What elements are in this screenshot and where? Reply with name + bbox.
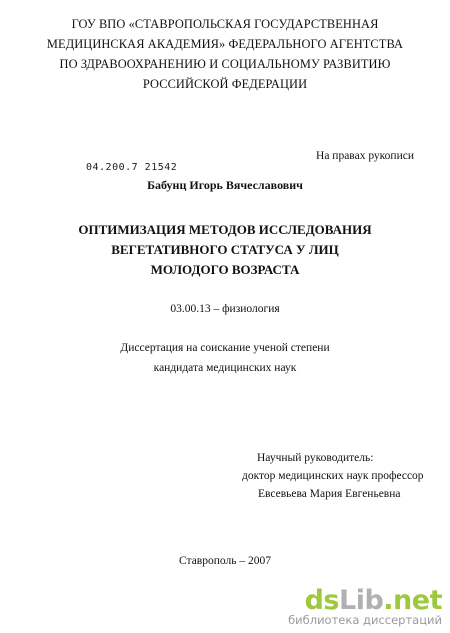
- institution-line: ПО ЗДРАВООХРАНЕНИЮ И СОЦИАЛЬНОМУ РАЗВИТИЮ: [59, 57, 391, 71]
- specialty: 03.00.13 – физиология: [170, 303, 280, 315]
- institution-line: РОССИЙСКОЙ ФЕДЕРАЦИИ: [142, 77, 308, 91]
- title-line: ОПТИМИЗАЦИЯ МЕТОДОВ ИССЛЕДОВАНИЯ: [78, 222, 372, 237]
- watermark-subtitle: библиотека диссертаций: [288, 613, 442, 627]
- supervisor-title: Научный руководитель:: [257, 452, 374, 464]
- degree-line: Диссертация на соискание ученой степени: [120, 342, 330, 354]
- degree-statement: [0, 338, 450, 378]
- dissertation-title: [0, 220, 450, 280]
- archive-stamp-number: 04.200.7 21542: [86, 162, 178, 173]
- logo-suffix: .net: [383, 585, 442, 616]
- logo-prefix: ds: [304, 585, 339, 616]
- institution-line: МЕДИЦИНСКАЯ АКАДЕМИЯ» ФЕДЕРАЛЬНОГО АГЕНТСТВА: [46, 37, 404, 51]
- title-line: ВЕГЕТАТИВНОГО СТАТУСА У ЛИЦ: [111, 242, 339, 257]
- title-line: МОЛОДОГО ВОЗРАСТА: [150, 262, 300, 277]
- dslib-logo: [288, 587, 442, 615]
- degree-line: кандидата медицинских наук: [153, 362, 297, 374]
- supervisor-degree: доктор медицинских наук профессор: [242, 470, 424, 482]
- city-year: Ставрополь – 2007: [179, 555, 271, 567]
- supervisor-name: Евсевьева Мария Евгеньевна: [258, 488, 401, 500]
- institution-line: ГОУ ВПО «СТАВРОПОЛЬСКАЯ ГОСУДАРСТВЕННАЯ: [71, 17, 379, 31]
- logo-mid: Lib: [339, 585, 384, 616]
- institution-header: [0, 14, 450, 94]
- rights-note: На правах рукописи: [316, 150, 414, 162]
- author-name: Бабунц Игорь Вячеславович: [147, 178, 303, 192]
- dslib-watermark: [288, 587, 442, 627]
